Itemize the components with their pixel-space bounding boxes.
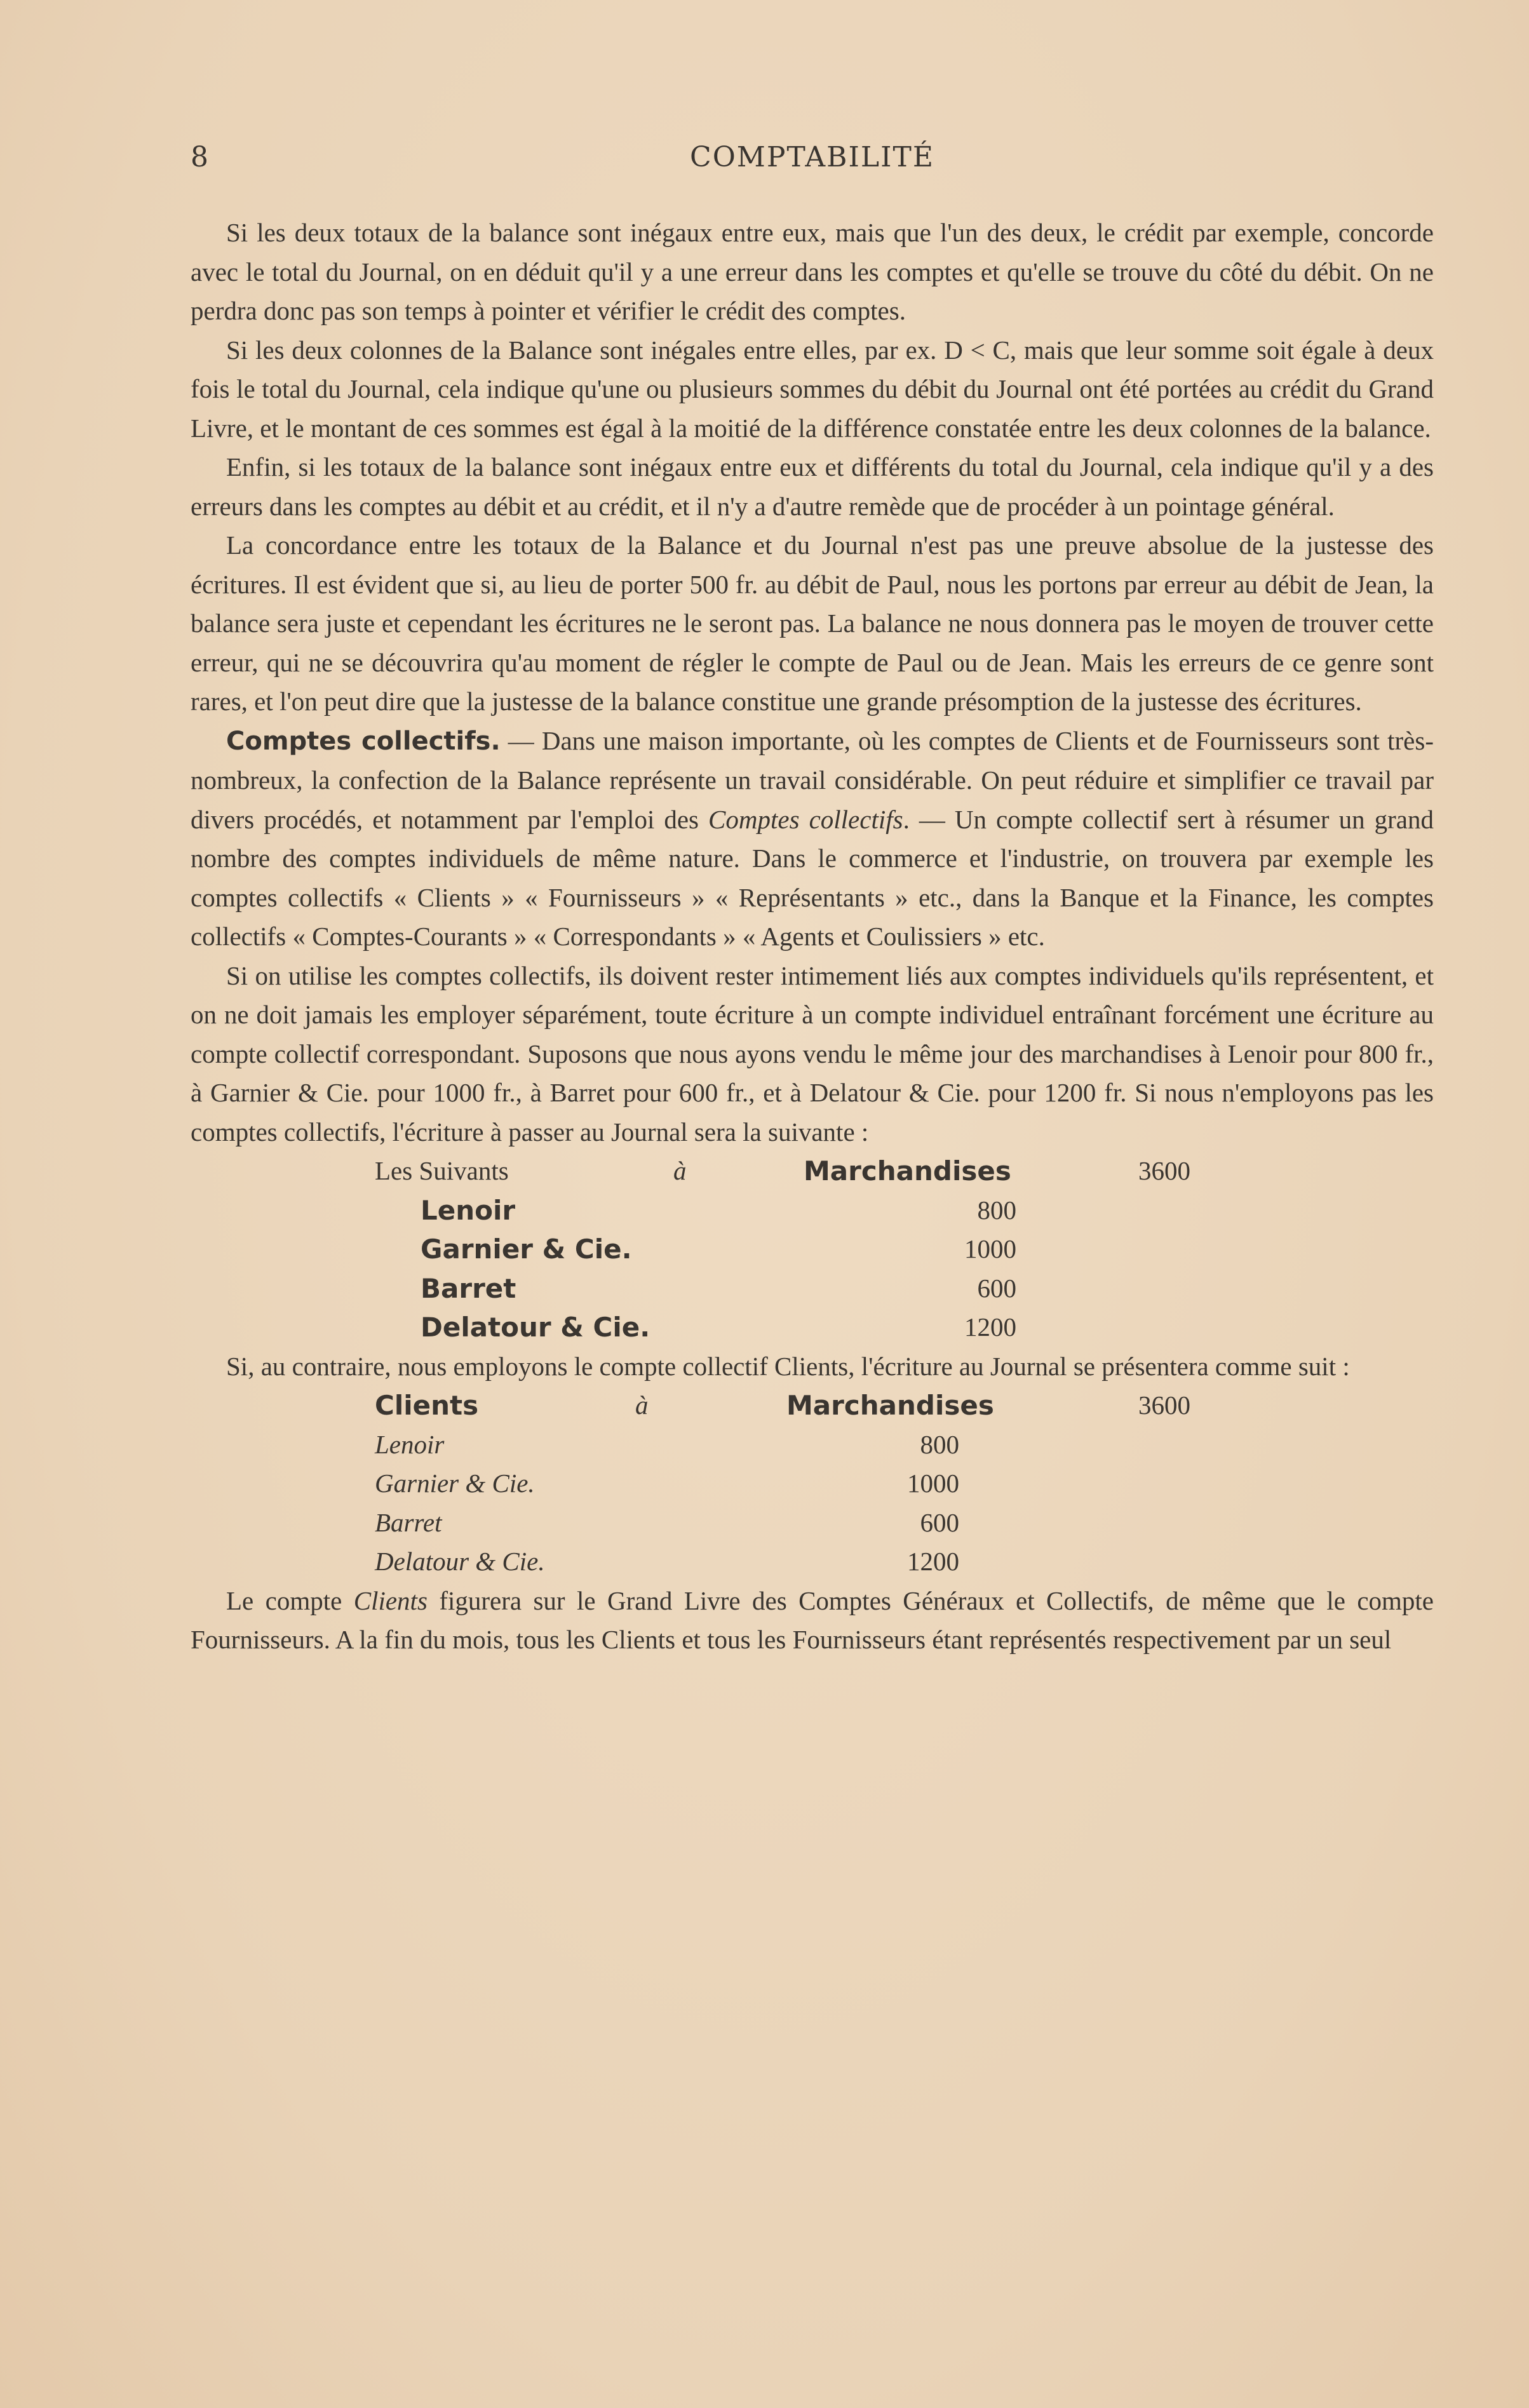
paragraph [191, 1582, 1434, 1660]
paragraph-text: figurera sur le Grand Livre des Comptes Généraux et Collectifs, de même que le compte Fournisseurs. A la fin du mois, tous les Clients et tous les Fournisseurs étant représentés respectivement par un seul [191, 1585, 1434, 1654]
paragraph-text: . — Un compte collectif sert à résumer un grand nombre des comptes individuels de même nature. Dans le commerce et l'industrie, on trouvera par exemple les comptes collectifs « Clients » « Fournisseurs » « Représentants » etc., dans la Banque et la Finance, les comptes collectifs « Comptes-Courants » « Correspondants » « Agents et Coulissiers » etc. [191, 804, 1434, 951]
paragraph: La concordance entre les totaux de la Balance et du Journal n'est pas une preuve absolue de la justesse des écritures. Il est évident que si, au lieu de porter 500 fr. au débit de Paul, nous les portons par erreur au débit de Jean, la balance sera juste et cependant les écritures ne le seront pas. La balance ne nous donnera pas le moyen de trouver cette erreur, qui ne se découvrira qu'au moment de régler le compte de Paul ou de Jean. Mais les erreurs de ce genre sont rares, et l'on peut dire que la justesse de la balance constitue une grande présomption de la justesse des écritures. [191, 530, 1434, 716]
entry-line-amount: 1200 [964, 1312, 1016, 1342]
entry-line [191, 1542, 1434, 1582]
paragraph: Si les deux colonnes de la Balance sont inégales entre elles, par ex. D < C, mais que leur somme soit égale à deux fois le total du Journal, cela indique qu'une ou plusieurs sommes du débit du Journal ont été portées au crédit du Grand Livre, et le montant de ces sommes est égal à la moitié de la différence constatée entre les deux colonnes de la balance. [191, 335, 1434, 443]
journal-entry-2 [191, 1386, 1434, 1582]
paragraph-text: — Dans une maison importante, où les comptes de Clients et de Fournisseurs sont très-nombreux, la confection de la Balance représente un travail considérable. On peut réduire et simplifier ce travail par divers procédés, et notamment par l'emploi des [191, 725, 1434, 834]
entry-line [191, 1191, 1434, 1230]
entry-line [191, 1503, 1434, 1543]
paragraph-italic: Clients [353, 1585, 428, 1615]
entry-line [191, 1230, 1434, 1269]
entry-line-amount: 800 [977, 1195, 1016, 1225]
entry-line-amount: 1000 [907, 1469, 959, 1498]
paragraph: Si, au contraire, nous employons le compte collectif Clients, l'écriture au Journal se présentera comme suit : [226, 1351, 1350, 1381]
entry-line-name: Lenoir [375, 1429, 445, 1459]
page-body [191, 213, 1434, 1660]
entry-credit: Marchandises [804, 1155, 1011, 1187]
entry-line-name: Barret [375, 1507, 442, 1537]
entry-debit: Les Suivants [375, 1156, 509, 1185]
paragraph-italic: Comptes collectifs [708, 804, 903, 834]
section-heading: Comptes collectifs. [226, 726, 501, 756]
entry-line-name: Delatour & Cie. [375, 1547, 545, 1576]
entry-total: 3600 [1138, 1390, 1190, 1420]
entry-line-name: Delatour & Cie. [421, 1312, 650, 1343]
entry-debit: Clients [375, 1390, 479, 1421]
paragraph: Si on utilise les comptes collectifs, ils doivent rester intimement liés aux comptes individuels qu'ils représentent, et on ne doit jamais les employer séparément, toute écriture à un compte individuel entraînant forcément une écriture au compte collectif correspondant. Suposons que nous ayons vendu le même jour des marchandises à Lenoir pour 800 fr., à Garnier & Cie. pour 1000 fr., à Barret pour 600 fr., et à Delatour & Cie. pour 1200 fr. Si nous n'employons pas les comptes collectifs, l'écriture à passer au Journal sera la suivante : [191, 960, 1434, 1147]
entry-line [191, 1269, 1434, 1308]
paragraph [191, 722, 1434, 957]
entry-line-amount: 800 [920, 1429, 959, 1459]
page-number: 8 [191, 141, 208, 173]
entry-line-name: Lenoir [421, 1194, 516, 1226]
entry-header-row [191, 1386, 1434, 1425]
journal-entry-1 [191, 1152, 1434, 1347]
entry-header-row [191, 1152, 1434, 1191]
entry-line-name: Barret [421, 1272, 516, 1304]
page-header [191, 141, 1434, 179]
entry-line-amount: 1200 [907, 1547, 959, 1576]
paragraph: Enfin, si les totaux de la balance sont inégaux entre eux et différents du total du Journal, cela indique qu'il y a des erreurs dans les comptes au débit et au crédit, et il n'y a d'autre remède que de procéder à un pointage général. [191, 452, 1434, 521]
entry-line [191, 1464, 1434, 1503]
running-title: COMPTABILITÉ [690, 141, 934, 173]
entry-line-amount: 600 [920, 1507, 959, 1537]
entry-total: 3600 [1138, 1156, 1190, 1185]
entry-line [191, 1425, 1434, 1465]
entry-credit: Marchandises [786, 1390, 994, 1421]
entry-a: à [673, 1156, 687, 1185]
paragraph-text: Le compte [226, 1585, 354, 1615]
entry-line-amount: 1000 [964, 1234, 1016, 1263]
paragraph: Si les deux totaux de la balance sont inégaux entre eux, mais que l'un des deux, le crédit par exemple, concorde avec le total du Journal, on en déduit qu'il y a une erreur dans les comptes et qu'elle se trouve du côté du débit. On ne perdra donc pas son temps à pointer et vérifier le crédit des comptes. [191, 218, 1434, 325]
entry-a: à [635, 1390, 649, 1420]
entry-line-name: Garnier & Cie. [375, 1469, 535, 1498]
entry-line [191, 1308, 1434, 1347]
entry-line-name: Garnier & Cie. [421, 1234, 632, 1265]
entry-line-amount: 600 [977, 1273, 1016, 1303]
